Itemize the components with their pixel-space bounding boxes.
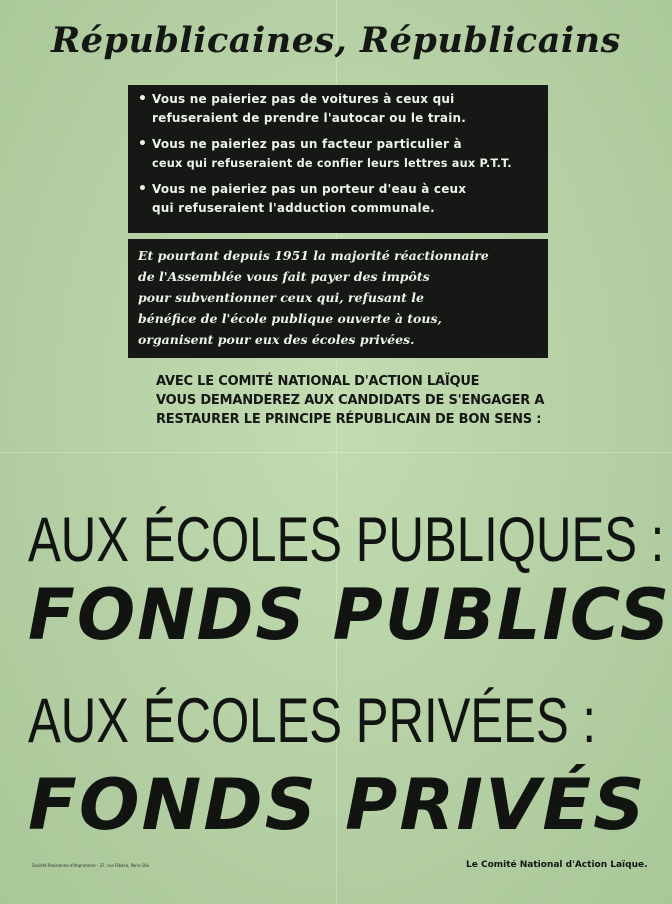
slogan-public-funds-text: FONDS PUBLICS [28, 574, 672, 656]
slogan-public-funds [28, 574, 672, 656]
intro-line: VOUS DEMANDEREZ AUX CANDIDATS DE S'ENGAGER A [156, 393, 545, 408]
slogan-public-schools: AUX ÉCOLES PUBLIQUES : [28, 505, 665, 575]
bullet-line: refuseraient de prendre l'autocar ou le train. [152, 111, 467, 125]
intro-text [156, 372, 576, 429]
bullet-line: ceux qui refuseraient de confier leurs lettres aux P.T.T. [152, 157, 512, 170]
bullet-icon: • [138, 136, 148, 152]
bullet-item [138, 180, 538, 218]
paragraph-box [128, 239, 548, 358]
bullet-box [128, 85, 548, 233]
paragraph-line: organisent pour eux des écoles privées. [138, 332, 415, 347]
intro-line: AVEC LE COMITÉ NATIONAL D'ACTION LAÏQUE [156, 374, 480, 389]
bullet-icon: • [138, 91, 148, 107]
poster-title: Républicaines, Républicains [51, 20, 621, 61]
bullet-item [138, 135, 538, 173]
signature: Le Comité National d'Action Laïque. [466, 860, 648, 870]
bullet-icon: • [138, 181, 148, 197]
bullet-line: qui refuseraient l'adduction communale. [152, 201, 435, 215]
slogan-private-funds [28, 764, 647, 846]
paragraph-line: de l'Assemblée vous fait payer des impôts [138, 269, 430, 284]
printer-credit: Société Parisienne d'Imprimerie - 37, rue Ribéra, Paris-16e [32, 863, 150, 868]
bullet-item [138, 90, 538, 128]
paragraph-line: bénéfice de l'école publique ouverte à tous, [138, 311, 442, 326]
intro-line: RESTAURER LE PRINCIPE RÉPUBLICAIN DE BON SENS : [156, 412, 542, 427]
slogan-private-funds-text: FONDS PRIVÉS [28, 764, 647, 846]
bullet-line: Vous ne paieriez pas de voitures à ceux qui [152, 92, 455, 106]
bullet-line: Vous ne paieriez pas un porteur d'eau à ceux [152, 182, 467, 196]
paragraph-line: Et pourtant depuis 1951 la majorité réactionnaire [138, 248, 489, 263]
fold-line-horizontal [0, 452, 672, 453]
bullet-line: Vous ne paieriez pas un facteur particulier à [152, 137, 462, 151]
slogan-private-schools: AUX ÉCOLES PRIVÉES : [28, 686, 597, 756]
paragraph-line: pour subventionner ceux qui, refusant le [138, 290, 424, 305]
